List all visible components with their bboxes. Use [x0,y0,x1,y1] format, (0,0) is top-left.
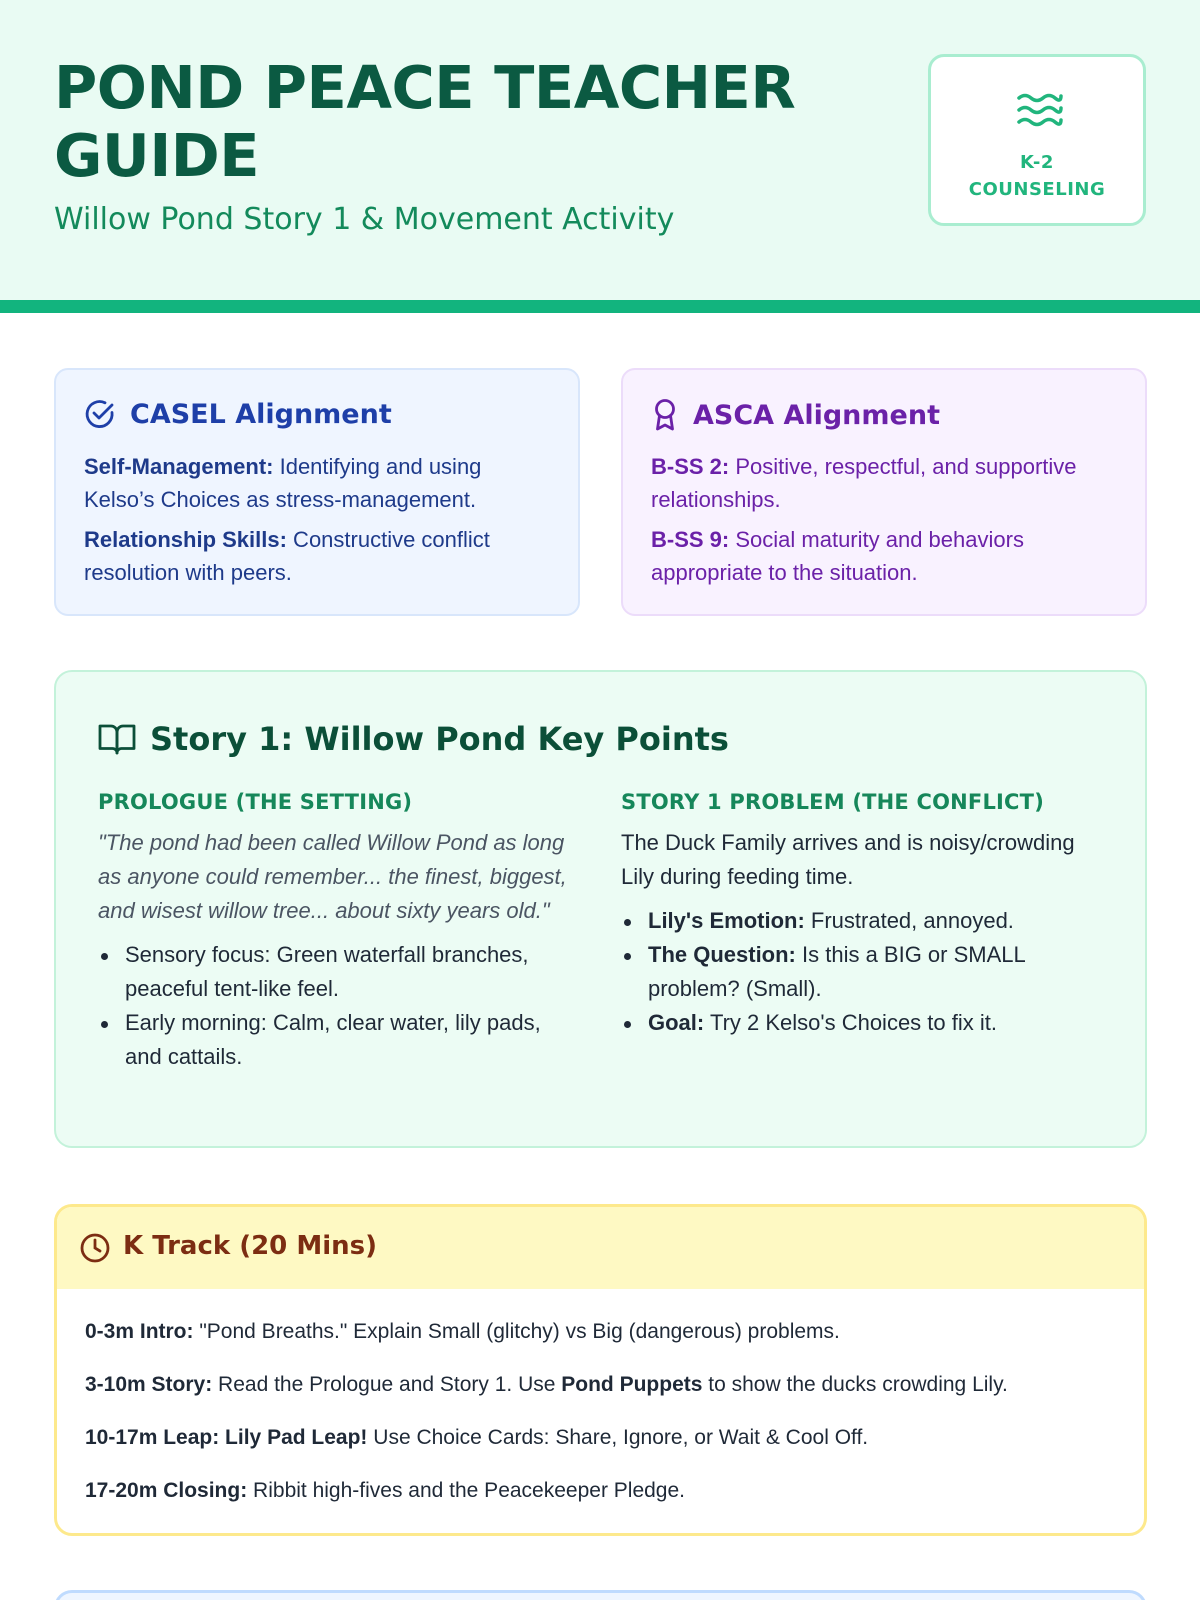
check-circle-icon [84,398,116,430]
asca-card [621,368,1147,616]
casel-title: CASEL Alignment [130,398,392,430]
list-item: Early morning: Calm, clear water, lily pads, and cattails. [98,1006,578,1074]
k-track-header [57,1207,1144,1289]
schedule-row: 0-3m Intro: "Pond Breaths." Explain Small (glitchy) vs Big (dangerous) problems. [85,1320,840,1343]
k-track-card [54,1204,1147,1536]
prologue-quote: "The pond had been called Willow Pond as long as anyone could remember... the finest, biggest, and wisest willow tree... about sixty years old." [98,830,567,923]
book-open-icon [98,722,136,756]
casel-card [54,368,580,616]
problem-heading: STORY 1 PROBLEM (THE CONFLICT) [621,790,1044,814]
badge-label: COUNSELING [968,179,1106,200]
page-subtitle: Willow Pond Story 1 & Movement Activity [54,202,675,237]
list-item: Sensory focus: Green waterfall branches, peaceful tent-like feel. [98,938,578,1006]
problem-column [621,790,1101,1040]
k-track-title: K Track (20 Mins) [123,1231,377,1261]
problem-text: The Duck Family arrives and is noisy/crowding Lily during feeding time. [621,830,1075,889]
schedule-row: 10-17m Leap: Lily Pad Leap! Use Choice Cards: Share, Ignore, or Wait & Cool Off. [85,1426,869,1449]
prologue-heading: PROLOGUE (THE SETTING) [98,790,413,814]
casel-item: Self-Management: Identifying and using Kelso’s Choices as stress-management. [84,454,482,512]
list-item: Goal: Try 2 Kelso's Choices to fix it. [621,1006,1101,1040]
asca-title: ASCA Alignment [693,399,940,431]
badge-grade: K-2 [1020,152,1054,173]
schedule-row: 3-10m Story: Read the Prologue and Story 1. Use Pond Puppets to show the ducks crowding Lily. [85,1373,1008,1396]
casel-item: Relationship Skills: Constructive conflict resolution with peers. [84,527,490,585]
next-section-card [54,1590,1147,1600]
grade-badge [928,54,1146,226]
story-card [54,670,1147,1148]
list-item: The Question: Is this a BIG or SMALL problem? (Small). [621,938,1101,1006]
waves-icon [1016,91,1064,131]
clock-icon [79,1232,111,1264]
header-divider [0,300,1200,313]
schedule-row: 17-20m Closing: Ribbit high-fives and the Peacekeeper Pledge. [85,1479,685,1502]
header [0,0,1200,300]
asca-item: B-SS 9: Social maturity and behaviors appropriate to the situation. [651,527,1024,585]
page-title: POND PEACE TEACHER GUIDE [54,53,796,190]
story-title: Story 1: Willow Pond Key Points [150,720,729,758]
list-item: Lily's Emotion: Frustrated, annoyed. [621,904,1101,938]
award-icon [651,398,679,432]
prologue-column [98,790,578,1074]
asca-item: B-SS 2: Positive, respectful, and supportive relationships. [651,454,1077,512]
